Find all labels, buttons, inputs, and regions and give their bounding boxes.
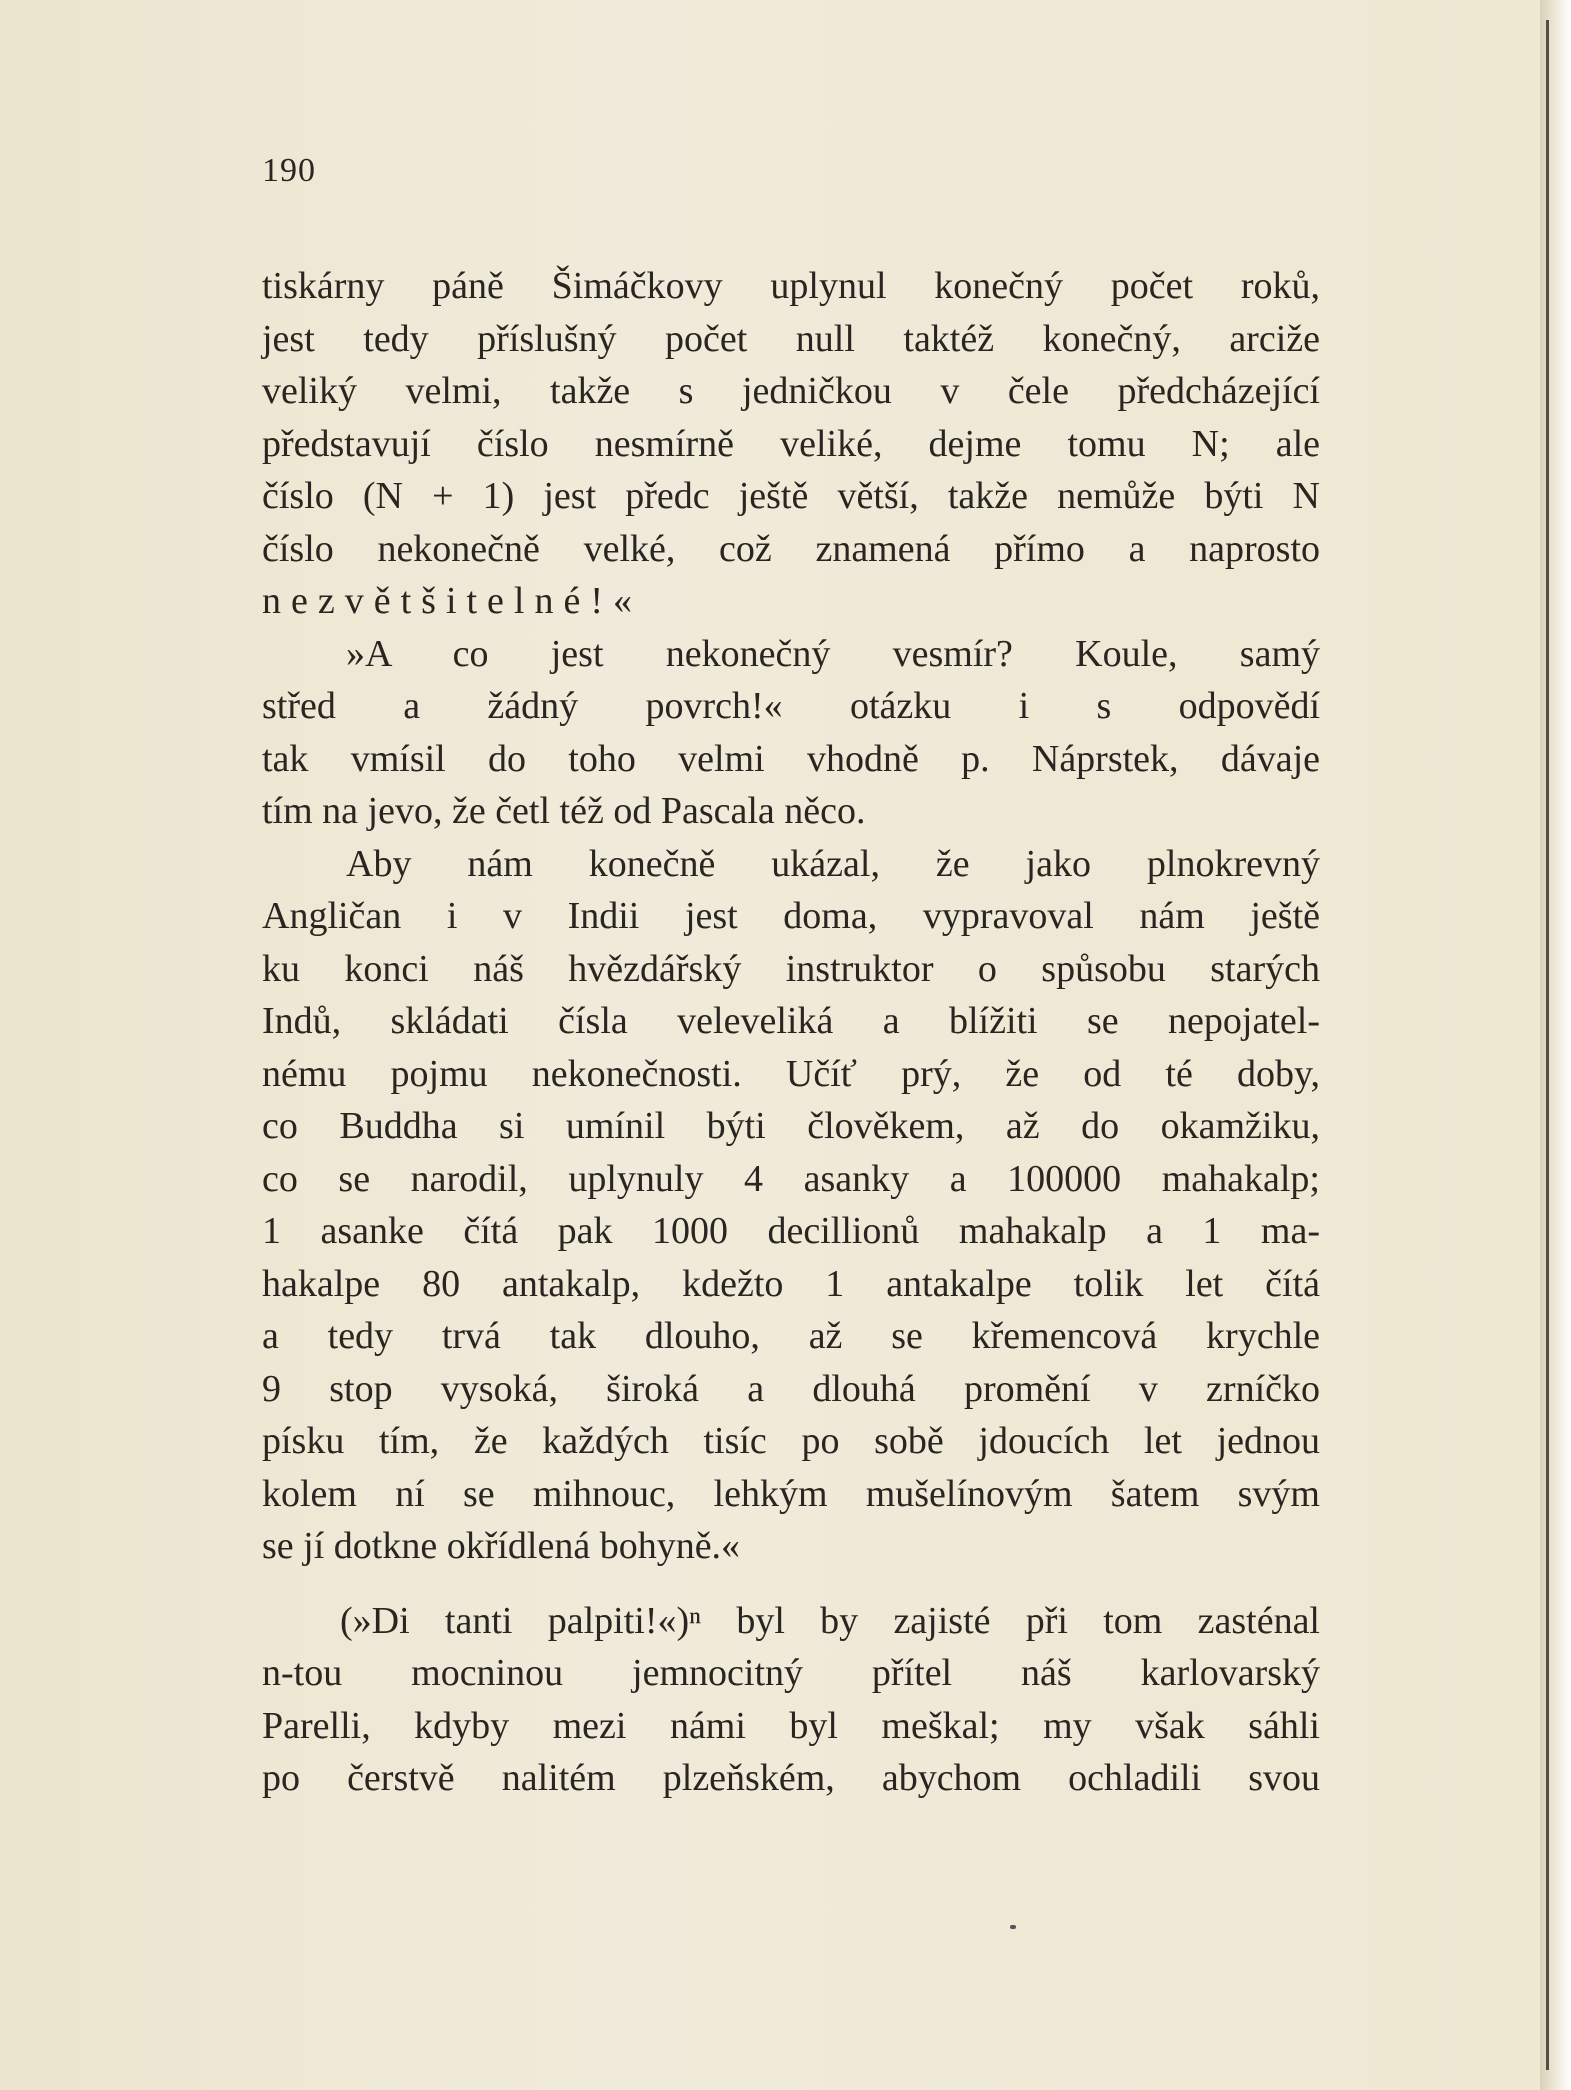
text-line: Indů, skládati čísla veleveliká a blížiti se nepojatel-: [262, 1000, 1320, 1042]
text-line: Parelli, kdyby mezi námi byl meškal; my však sáhli: [262, 1704, 1320, 1747]
paragraph-4: [262, 1595, 1320, 1805]
body-text: [262, 260, 1320, 1805]
text-line: hakalpe 80 antakalp, kdežto 1 antakalpe tolik let čítá: [262, 1262, 1320, 1305]
paper-speck: [1010, 1925, 1016, 1929]
paragraph-gap: [262, 1573, 1320, 1595]
text-line: písku tím, že každých tisíc po sobě jdoucích let jednou: [262, 1420, 1320, 1462]
text-line: po čerstvě nalitém plzeňském, abychom ochladili svou: [262, 1757, 1320, 1799]
text-line: tak vmísil do toho velmi vhodně p. Náprstek, dávaje: [262, 737, 1320, 780]
text-line: Aby nám konečně ukázal, že jako plnokrevný: [346, 842, 1320, 885]
paragraph-3: [262, 838, 1320, 1573]
text-line: kolem ní se mihnouc, lehkým mušelínovým šatem svým: [262, 1472, 1320, 1515]
text-line: nému pojmu nekonečnosti. Učíť prý, že od té doby,: [262, 1052, 1320, 1095]
text-line: n-tou mocninou jemnocitný přítel náš karlovarský: [262, 1652, 1320, 1694]
text-line: se jí dotkne okřídlená bohyně.«: [262, 1525, 741, 1567]
text-line: 9 stop vysoká, široká a dlouhá promění v zrníčko: [262, 1367, 1320, 1410]
text-line: veliký velmi, takže s jedničkou v čele předcházející: [262, 370, 1320, 412]
text-line: ku konci náš hvězdářský instruktor o spůsobu starých: [262, 947, 1320, 990]
text-line: jest tedy příslušný počet null taktéž konečný, arciže: [262, 317, 1320, 360]
text-line: »A co jest nekonečný vesmír? Koule, samý: [346, 632, 1320, 675]
text-line: Angličan i v Indii jest doma, vypravoval nám ještě: [262, 895, 1320, 937]
text-line: střed a žádný povrch!« otázku i s odpovědí: [262, 685, 1320, 727]
text-line: tím na jevo, že četl též od Pascala něco.: [262, 790, 866, 832]
text-line: (»Di tanti palpiti!«)ⁿ byl by zajisté při tom zasténal: [340, 1599, 1320, 1642]
page-number: 190: [262, 152, 316, 189]
text-line: představují číslo nesmírně veliké, dejme tomu N; ale: [262, 422, 1320, 465]
page-edge: [1540, 0, 1571, 2090]
paragraph-2: [262, 628, 1320, 838]
paragraph-1: [262, 260, 1320, 628]
text-line: číslo nekonečně velké, což znamená přímo a naprosto: [262, 527, 1320, 570]
text-line: a tedy trvá tak dlouho, až se křemencová krychle: [262, 1315, 1320, 1357]
text-line: 1 asanke čítá pak 1000 decillionů mahakalp a 1 ma-: [262, 1210, 1320, 1252]
text-line: co Buddha si umínil býti člověkem, až do okamžiku,: [262, 1105, 1320, 1147]
text-line: číslo (N + 1) jest předc ještě větší, takže nemůže býti N: [262, 475, 1320, 517]
edge-shadow-line: [1546, 20, 1549, 2070]
text-line: nezvětšitelné!«: [262, 580, 643, 622]
text-line: tiskárny páně Šimáčkovy uplynul konečný počet roků,: [262, 265, 1320, 307]
text-line: co se narodil, uplynuly 4 asanky a 100000 mahakalp;: [262, 1157, 1320, 1200]
